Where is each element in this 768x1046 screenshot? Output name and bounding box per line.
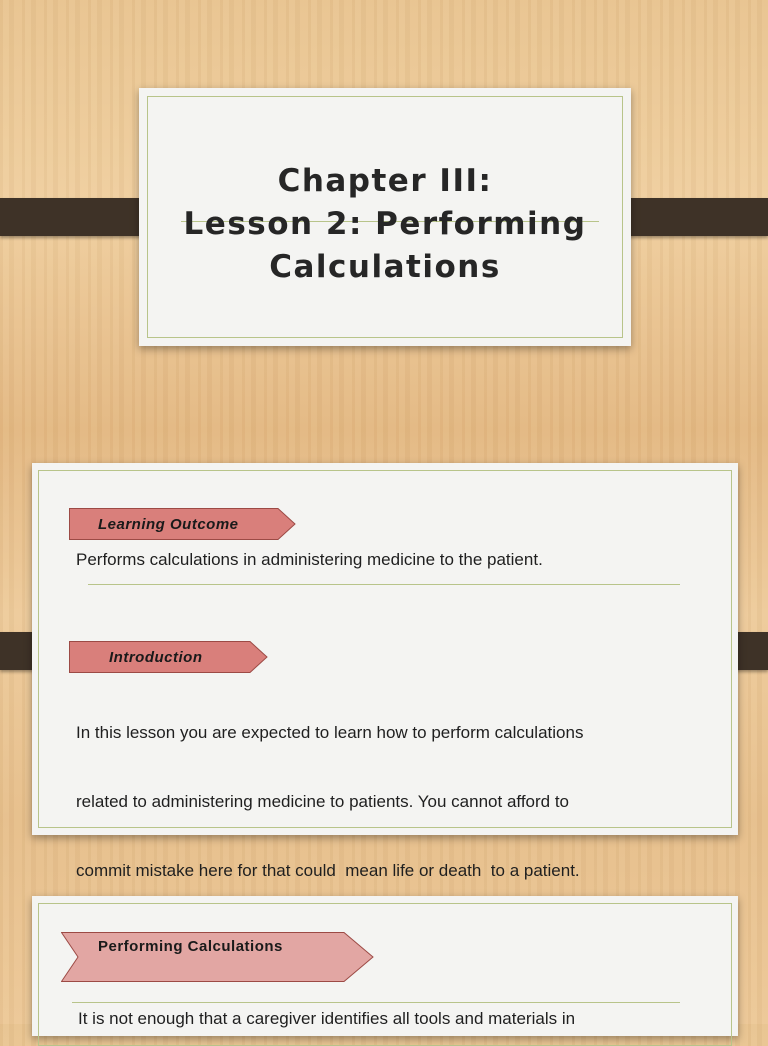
outcome-text: Performs calculations in administering medicine to the patient.	[76, 550, 543, 569]
introduction-tag	[69, 641, 268, 673]
calculations-card	[32, 896, 738, 1036]
title-slide	[0, 0, 768, 430]
learning-outcome-tag	[69, 508, 296, 540]
intro-line-2: related to administering medicine to patients. You cannot afford to	[76, 792, 570, 811]
introduction-label: Introduction	[109, 648, 203, 666]
performing-calculations-label: Performing Calculations	[98, 938, 283, 955]
outcome-card	[32, 463, 738, 880]
title-line-3: Calculations	[269, 249, 501, 285]
right-strap	[612, 198, 768, 236]
calculations-body-text: It is not enough that a caregiver identifies all tools and materials in	[78, 1009, 576, 1028]
outcome-slide	[0, 440, 768, 880]
intro-line-1: In this lesson you are expected to learn how to perform calculations	[76, 723, 584, 742]
performing-calculations-tag	[61, 932, 375, 982]
page-title	[139, 160, 631, 289]
title-line-2: Lesson 2: Performing	[183, 206, 587, 242]
title-card	[139, 88, 631, 346]
calculations-slide	[0, 880, 768, 1028]
section-divider	[88, 584, 680, 585]
left-strap	[0, 198, 156, 236]
title-line-1: Chapter III:	[277, 163, 493, 199]
intro-line-3: commit mistake here for that could mean life or death to a patient.	[76, 861, 580, 880]
section-divider	[72, 1002, 680, 1003]
learning-outcome-label: Learning Outcome	[98, 515, 239, 533]
